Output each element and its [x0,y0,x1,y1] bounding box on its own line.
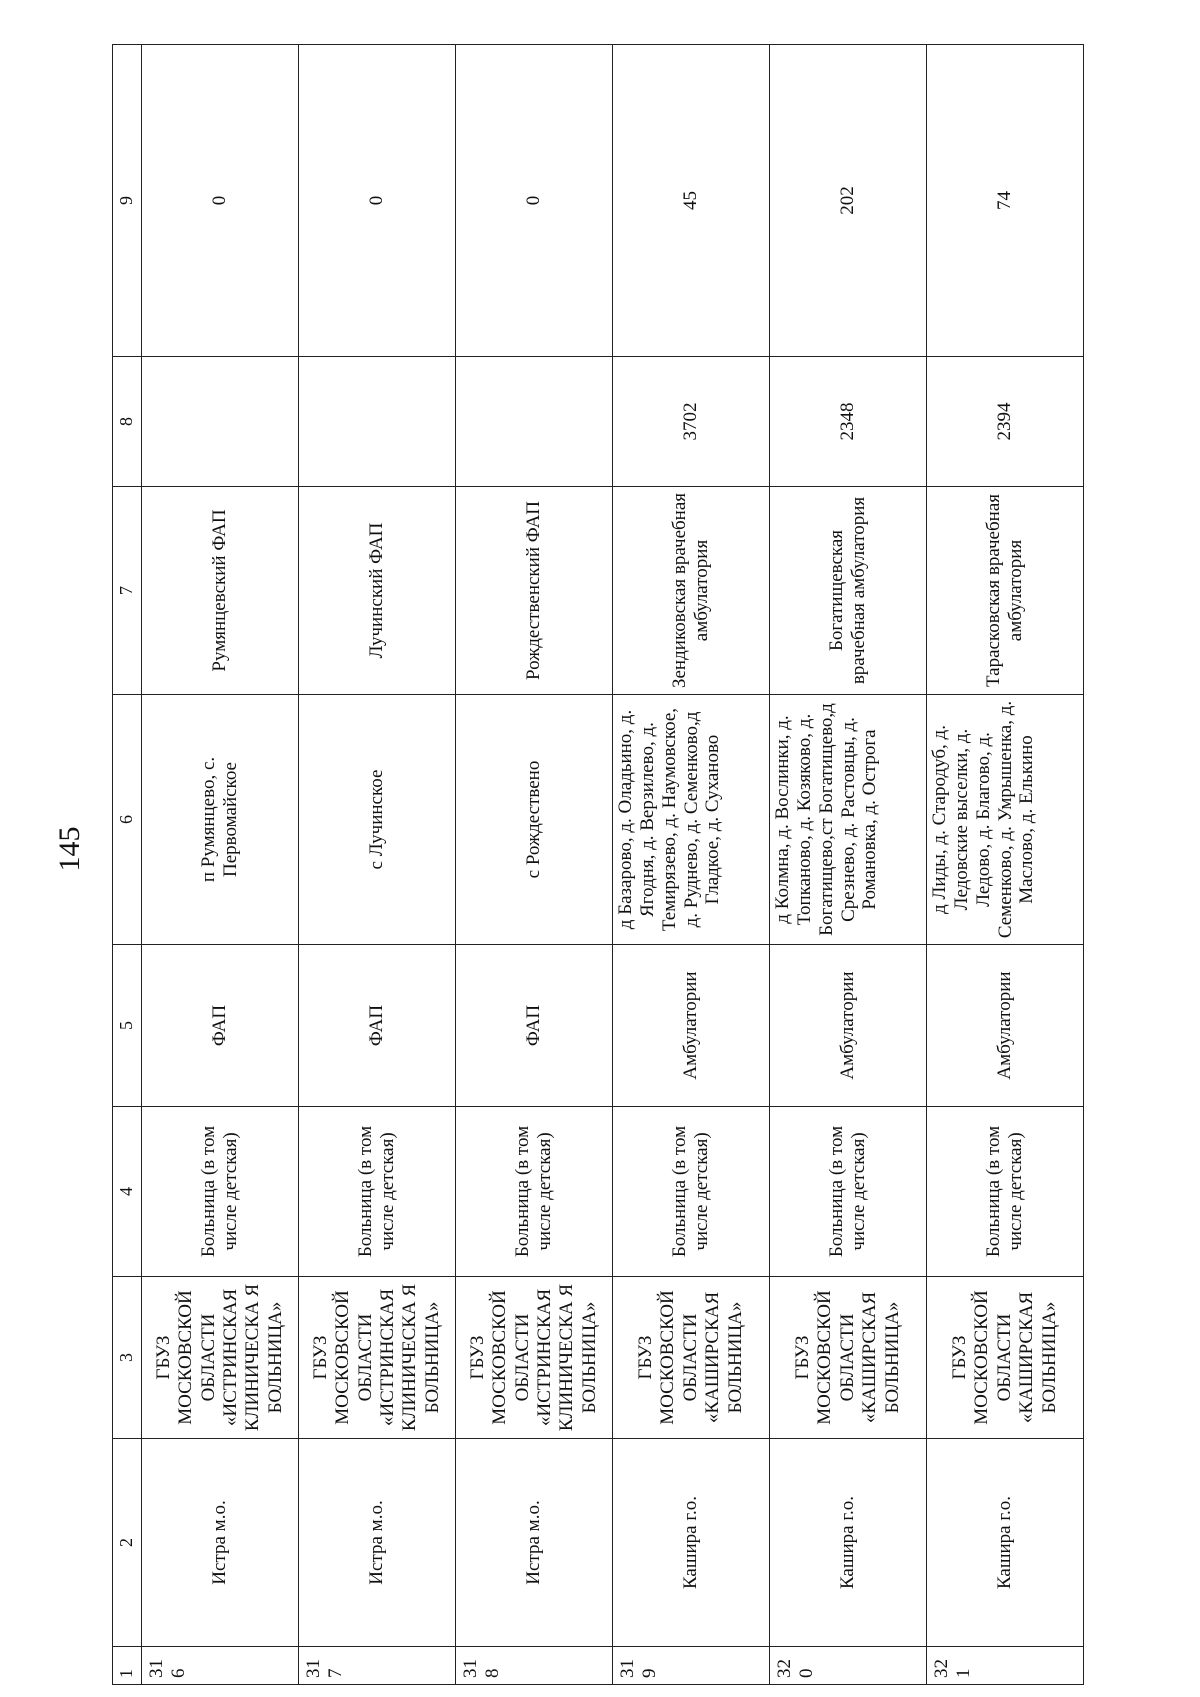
col8-cell [299,357,456,487]
col8-cell: 2394 [927,357,1084,487]
facility-cell: Румянцевский ФАП [142,487,299,695]
page-number: 145 [53,826,86,872]
table-row [613,45,770,1685]
district-cell: Кашира г.о. [613,1439,770,1647]
district-cell: Истра м.о. [456,1439,613,1647]
organization-cell: ГБУЗ МОСКОВСКОЙ ОБЛАСТИ «КАШИРСКАЯ БОЛЬНИЦА» [927,1277,1084,1439]
table-row [770,45,927,1685]
column-header-6: 6 [113,695,142,945]
unit-type-cell: Амбулатории [770,945,927,1107]
col8-cell: 2348 [770,357,927,487]
row-number: 317 [299,1647,456,1685]
col9-cell: 0 [456,45,613,357]
rotated-page-content [112,45,1152,1685]
localities-cell: д Колмна, д. Вослинки, д. Топканово, д. Козяково, д. Богатищево,ст Богатищево,д Срезнево, д. Растовцы, д. Романовка, д. Острога [770,695,927,945]
col8-cell [142,357,299,487]
organization-cell: ГБУЗ МОСКОВСКОЙ ОБЛАСТИ «КАШИРСКАЯ БОЛЬНИЦА» [770,1277,927,1439]
organization-cell: ГБУЗ МОСКОВСКОЙ ОБЛАСТИ «КАШИРСКАЯ БОЛЬНИЦА» [613,1277,770,1439]
row-number: 320 [770,1647,927,1685]
unit-type-cell: Амбулатории [613,945,770,1107]
column-number-row [113,45,142,1685]
type-cell: Больница (в том числе детская) [142,1107,299,1277]
type-cell: Больница (в том числе детская) [299,1107,456,1277]
row-number: 321 [927,1647,1084,1685]
localities-cell: д Лиды, д. Стародуб, д. Ледовские выселки, д. Ледово, д. Благово, д. Семенково, д. Умрышенка, д. Маслово, д. Елькино [927,695,1084,945]
localities-cell: д Базарово, д. Оладьино, д. Ягодня, д. Верзилево, д. Темирязево, д. Наумовское, д. Руднево, д. Семенково,д Гладкое, д. Суханово [613,695,770,945]
localities-cell: с Рождествено [456,695,613,945]
col9-cell: 0 [299,45,456,357]
row-number: 316 [142,1647,299,1685]
col8-cell [456,357,613,487]
type-cell: Больница (в том числе детская) [613,1107,770,1277]
unit-type-cell: ФАП [299,945,456,1107]
col9-cell: 202 [770,45,927,357]
table-row [142,45,299,1685]
facility-cell: Лучинский ФАП [299,487,456,695]
col9-cell: 45 [613,45,770,357]
district-cell: Истра м.о. [142,1439,299,1647]
organization-cell: ГБУЗ МОСКОВСКОЙ ОБЛАСТИ «ИСТРИНСКАЯ КЛИНИЧЕСКА Я БОЛЬНИЦА» [299,1277,456,1439]
organization-cell: ГБУЗ МОСКОВСКОЙ ОБЛАСТИ «ИСТРИНСКАЯ КЛИНИЧЕСКА Я БОЛЬНИЦА» [456,1277,613,1439]
district-cell: Кашира г.о. [927,1439,1084,1647]
table-row [456,45,613,1685]
district-cell: Истра м.о. [299,1439,456,1647]
unit-type-cell: Амбулатории [927,945,1084,1107]
unit-type-cell: ФАП [142,945,299,1107]
facility-cell: Рождественский ФАП [456,487,613,695]
facilities-table [112,44,1084,1685]
column-header-2: 2 [113,1439,142,1647]
localities-cell: с Лучинское [299,695,456,945]
facility-cell: Зендиковская врачебная амбулатория [613,487,770,695]
type-cell: Больница (в том числе детская) [456,1107,613,1277]
column-header-4: 4 [113,1107,142,1277]
facility-cell: Тарасковская врачебная амбулатория [927,487,1084,695]
column-header-1: 1 [113,1647,142,1685]
type-cell: Больница (в том числе детская) [927,1107,1084,1277]
column-header-9: 9 [113,45,142,357]
facility-cell: Богатищевская врачебная амбулатория [770,487,927,695]
localities-cell: п Румянцево, с. Первомайское [142,695,299,945]
col9-cell: 74 [927,45,1084,357]
row-number: 318 [456,1647,613,1685]
column-header-5: 5 [113,945,142,1107]
unit-type-cell: ФАП [456,945,613,1107]
col8-cell: 3702 [613,357,770,487]
row-number: 319 [613,1647,770,1685]
column-header-8: 8 [113,357,142,487]
column-header-3: 3 [113,1277,142,1439]
type-cell: Больница (в том числе детская) [770,1107,927,1277]
organization-cell: ГБУЗ МОСКОВСКОЙ ОБЛАСТИ «ИСТРИНСКАЯ КЛИНИЧЕСКА Я БОЛЬНИЦА» [142,1277,299,1439]
column-header-7: 7 [113,487,142,695]
table-row [927,45,1084,1685]
table-row [299,45,456,1685]
district-cell: Кашира г.о. [770,1439,927,1647]
col9-cell: 0 [142,45,299,357]
